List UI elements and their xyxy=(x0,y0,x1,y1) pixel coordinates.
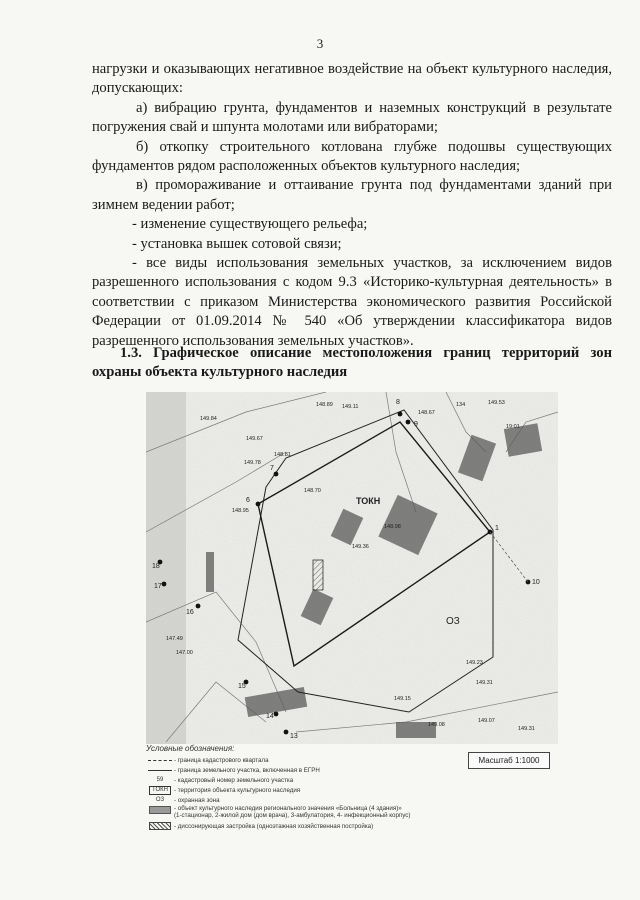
point-label: 1 xyxy=(495,525,499,532)
elevation-label: 149.11 xyxy=(342,404,359,410)
legend-row-protected-zone xyxy=(146,795,464,805)
point-label: 9 xyxy=(414,421,418,428)
zone-label: ОЗ xyxy=(446,616,460,627)
point-label: 6 xyxy=(246,497,250,504)
elevation-label: 148.89 xyxy=(316,402,333,408)
legend-text: - объект культурного наследия регионального значения «Больница (4 здания)» xyxy=(174,805,402,812)
cadastral-number-symbol: 59 xyxy=(156,777,164,783)
point-label: 13 xyxy=(290,733,298,740)
territory-symbol: ТОКН xyxy=(149,786,171,795)
elevation-label: 147.49 xyxy=(166,636,183,642)
point-label: 8 xyxy=(396,399,400,406)
point-label: 15 xyxy=(238,683,246,690)
elevation-label: 148.98 xyxy=(384,524,401,530)
point-label: 7 xyxy=(270,465,274,472)
elevation-label: 149.53 xyxy=(488,400,505,406)
legend-text-line2: (1-стационар, 2-жилой дом (дом врача), 3-амбулатория, 4- инфекционный корпус) xyxy=(174,812,411,819)
elevation-label: 149.08 xyxy=(428,722,445,728)
point-label: 17 xyxy=(154,583,162,590)
legend-text: - граница земельного участка, включенная в ЕГРН xyxy=(174,766,320,774)
elevation-label: 147.00 xyxy=(176,650,193,656)
section-heading: 1.3. Графическое описание местоположения границ территорий зон охраны объекта культурного наследия xyxy=(92,345,612,381)
elevation-label: 149.23 xyxy=(466,660,483,666)
cadastral-map xyxy=(146,392,558,744)
legend-row-heritage-object xyxy=(146,805,464,821)
point-label: 18 xyxy=(152,563,160,570)
elevation-label: 149.84 xyxy=(200,416,217,422)
elevation-label: 149.67 xyxy=(246,436,263,442)
legend-text: - кадастровый номер земельного участка xyxy=(174,776,294,784)
parcel-label: 19:01 xyxy=(506,424,520,430)
paragraph-relief: - изменение существующего рельефа; xyxy=(132,216,368,233)
dissonant-building-symbol xyxy=(146,821,174,831)
legend-row-quarter-boundary xyxy=(146,755,464,765)
map-legend xyxy=(146,744,464,831)
point-label: 14 xyxy=(266,713,274,720)
parcel-boundary-symbol xyxy=(146,765,174,775)
legend-text: - территория объекта культурного наследия xyxy=(174,786,301,794)
map-scale: Масштаб 1:1000 xyxy=(468,752,550,769)
paragraph-intro: нагрузки и оказывающих негативное воздействие на объект культурного наследия, допускающих: xyxy=(92,61,612,97)
point-label: 10 xyxy=(532,579,540,586)
paragraph-b: б) откопку строительного котлована глубже подошвы существующих фундаментов рядом расположенных объектов культурного наследия; xyxy=(92,138,612,175)
elevation-label: 148.67 xyxy=(418,410,435,416)
territory-label: ТОКН xyxy=(356,496,381,506)
elevation-label: 148.70 xyxy=(304,488,321,494)
legend-row-parcel-boundary xyxy=(146,765,464,775)
elevation-label: 149.78 xyxy=(244,460,261,466)
legend-row-cadastral-number xyxy=(146,775,464,785)
elevation-label: 149.07 xyxy=(478,718,495,724)
legend-text: - граница кадастрового квартала xyxy=(174,756,269,764)
parcel-label: 134 xyxy=(456,402,466,408)
elevation-label: 149.31 xyxy=(476,680,493,686)
legend-title: Условные обозначения: xyxy=(146,744,235,753)
legend-text: - охранная зона xyxy=(174,796,220,804)
elevation-label: 148.81 xyxy=(274,452,291,458)
point-label: 16 xyxy=(186,609,194,616)
paragraph-c: в) промораживание и оттаивание грунта под фундаментами зданий при зимнем ведении работ; xyxy=(92,177,612,213)
elevation-label: 149.31 xyxy=(518,726,535,732)
protected-zone-symbol: ОЗ xyxy=(155,797,165,803)
cadastral-map-drawing xyxy=(146,392,558,744)
elevation-label: 149.36 xyxy=(352,544,369,550)
legend-row-dissonant-building xyxy=(146,821,464,831)
page-number: 3 xyxy=(316,36,324,51)
body-text xyxy=(92,60,612,351)
heritage-object-symbol xyxy=(146,805,174,815)
legend-row-territory xyxy=(146,785,464,795)
paragraph-a: а) вибрацию грунта, фундаментов и наземных конструкций в результате погружения свай и шпунта молотами или вибраторами; xyxy=(92,99,612,136)
legend-text: - диссонирующая застройка (одноэтажная хозяйственная постройка) xyxy=(174,822,374,830)
elevation-label: 149.15 xyxy=(394,696,411,702)
paragraph-towers: - установка вышек сотовой связи; xyxy=(132,235,342,252)
elevation-label: 148.95 xyxy=(232,508,249,514)
paragraph-land-use: - все виды использования земельных участков, за исключением видов разрешенного использования с кодом 9.3 «Историко-культурная деятельность» в соответствии с приказом Министерства экономического развития Российской Федерации от 01.09.2014 № 540 «Об утверждении классификатора видов разрешенного использования земельных участков». xyxy=(92,255,612,349)
quarter-boundary-symbol xyxy=(146,755,174,765)
